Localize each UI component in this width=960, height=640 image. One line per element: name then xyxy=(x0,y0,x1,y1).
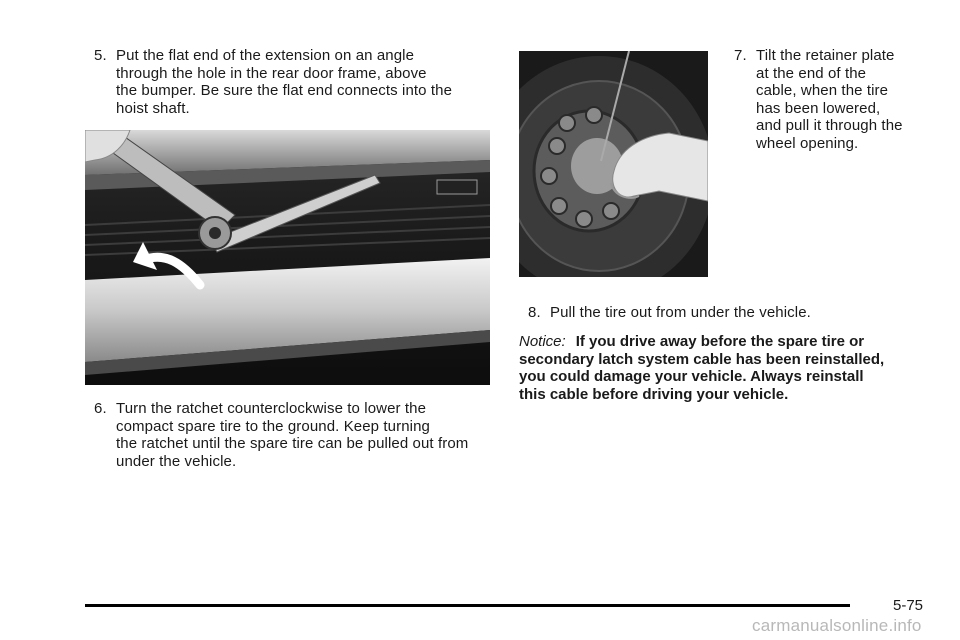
step-text: Tilt the retainer plate at the end of the cable, when the tire has been lowered, and pull it through the wheel opening. xyxy=(756,47,903,152)
step-text: Put the flat end of the extension on an angle through the hole in the rear door frame, above the bumper. Be sure the flat end connects into the hoist shaft. xyxy=(116,47,453,117)
footer-rule xyxy=(85,604,850,607)
ratchet-photo xyxy=(85,130,490,385)
watermark: carmanualsonline.info xyxy=(752,616,922,635)
notice-line-3: you could damage your vehicle. Always reinstall xyxy=(519,368,864,385)
notice-paragraph xyxy=(519,333,929,403)
step-number: 5. xyxy=(94,47,107,64)
step-text: Turn the ratchet counterclockwise to lower the compact spare tire to the ground. Keep turning the ratchet until the spare tire can be pulled out from under the vehicle. xyxy=(116,400,469,470)
step-number: 8. xyxy=(528,304,541,321)
page-number: 5-75 xyxy=(893,597,924,614)
notice-line-1: If you drive away before the spare tire or xyxy=(575,333,865,350)
notice-line-4: this cable before driving your vehicle. xyxy=(519,385,789,403)
notice-label: Notice: xyxy=(519,333,566,350)
step-number: 7. xyxy=(734,47,747,64)
tire-illustration xyxy=(519,51,708,277)
step-text: Pull the tire out from under the vehicle. xyxy=(550,304,811,321)
notice-line-2: secondary latch system cable has been reinstalled, xyxy=(519,350,885,368)
step-number: 6. xyxy=(94,400,107,417)
tire-retainer-photo xyxy=(519,51,708,277)
ratchet-illustration xyxy=(85,130,490,385)
